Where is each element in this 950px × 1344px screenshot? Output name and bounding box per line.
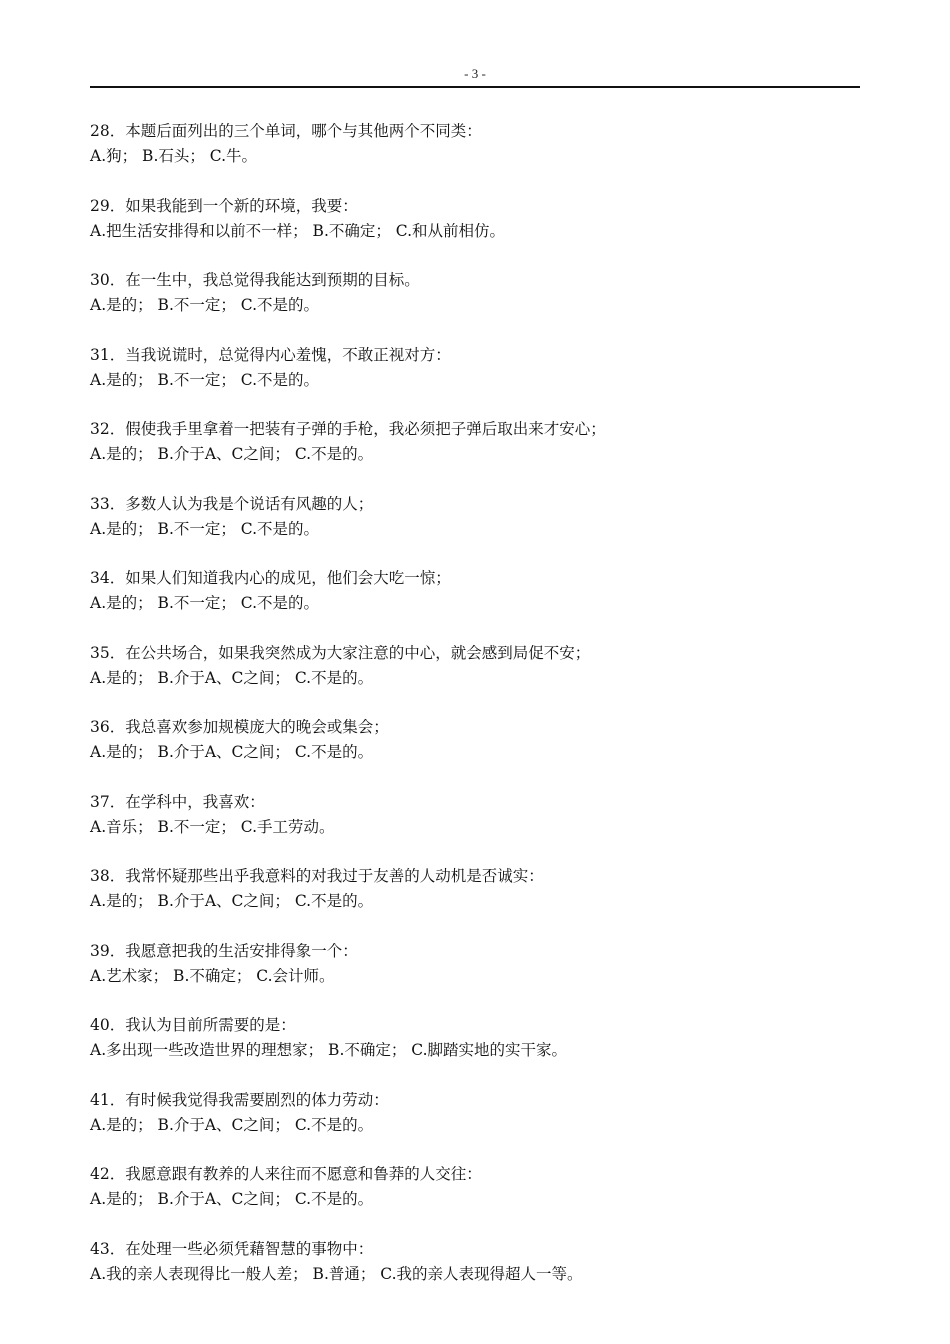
answer-options: A.是的； B.介于A、C之间； C.不是的。 [90, 445, 374, 463]
question-text: 43．在处理一些必须凭藉智慧的事物中： [90, 1239, 374, 1258]
question-item [90, 715, 860, 790]
question-text: 33．多数人认为我是个说话有风趣的人； [90, 494, 374, 513]
answer-options: A.是的； B.不一定； C.不是的。 [90, 296, 320, 314]
answer-options: A.音乐； B.不一定； C.手工劳动。 [90, 817, 335, 836]
question-item [90, 1088, 860, 1163]
question-item [90, 268, 860, 343]
question-text: 40．我认为目前所需要的是： [90, 1016, 296, 1034]
question-item [90, 641, 860, 716]
question-text: 36．我总喜欢参加规模庞大的晚会或集会； [90, 718, 389, 736]
question-item [90, 1013, 860, 1088]
question-text: 28．本题后面列出的三个单词，哪个与其他两个不同类： [90, 122, 482, 140]
question-text: 32．假使我手里拿着一把装有子弹的手枪，我必须把子弹后取出来才安心； [90, 420, 606, 438]
question-text: 42．我愿意跟有教养的人来往而不愿意和鲁莽的人交往： [90, 1165, 482, 1183]
answer-options: A.是的； B.介于A、C之间； C.不是的。 [90, 1115, 374, 1134]
question-text: 31．当我说谎时，总觉得内心羞愧，不敢正视对方： [90, 345, 451, 364]
answer-options: A.是的； B.介于A、C之间； C.不是的。 [90, 668, 374, 687]
question-item [90, 864, 860, 939]
question-item [90, 492, 860, 567]
question-item [90, 1162, 860, 1237]
question-item [90, 417, 860, 492]
answer-options: A.是的； B.不一定； C.不是的。 [90, 370, 320, 389]
answer-options: A.把生活安排得和以前不一样； B.不确定； C.和从前相仿。 [90, 221, 506, 240]
answer-options: A.是的； B.不一定； C.不是的。 [90, 519, 320, 538]
page-number: - 3 - [464, 66, 486, 81]
answer-options: A.是的； B.介于A、C之间； C.不是的。 [90, 892, 374, 910]
question-text: 34．如果人们知道我内心的成见，他们会大吃一惊； [90, 569, 451, 587]
question-item [90, 1237, 860, 1312]
answer-options: A.狗； B.石头； C.牛。 [90, 147, 258, 165]
question-item [90, 343, 860, 418]
question-text: 30．在一生中，我总觉得我能达到预期的目标。 [90, 271, 420, 289]
header-rule [90, 86, 860, 88]
question-text: 41．有时候我觉得我需要剧烈的体力劳动： [90, 1090, 389, 1109]
question-item [90, 119, 860, 194]
answer-options: A.是的； B.介于A、C之间； C.不是的。 [90, 743, 374, 761]
question-list [90, 119, 860, 1311]
answer-options: A.是的； B.不一定； C.不是的。 [90, 594, 320, 612]
question-item [90, 790, 860, 865]
answer-options: A.是的； B.介于A、C之间； C.不是的。 [90, 1190, 374, 1208]
question-text: 29．如果我能到一个新的环境，我要： [90, 196, 358, 215]
answer-options: A.多出现一些改造世界的理想家； B.不确定； C.脚踏实地的实干家。 [90, 1041, 568, 1059]
question-item [90, 566, 860, 641]
question-text: 38．我常怀疑那些出乎我意料的对我过于友善的人动机是否诚实： [90, 867, 544, 885]
question-item [90, 939, 860, 1014]
answer-options: A.我的亲人表现得比一般人差； B.普通； C.我的亲人表现得超人一等。 [90, 1264, 583, 1283]
question-item [90, 194, 860, 269]
question-text: 39．我愿意把我的生活安排得象一个： [90, 941, 358, 960]
question-text: 37．在学科中，我喜欢： [90, 792, 265, 811]
question-text: 35．在公共场合，如果我突然成为大家注意的中心，就会感到局促不安； [90, 643, 591, 662]
answer-options: A.艺术家； B.不确定； C.会计师。 [90, 966, 335, 985]
